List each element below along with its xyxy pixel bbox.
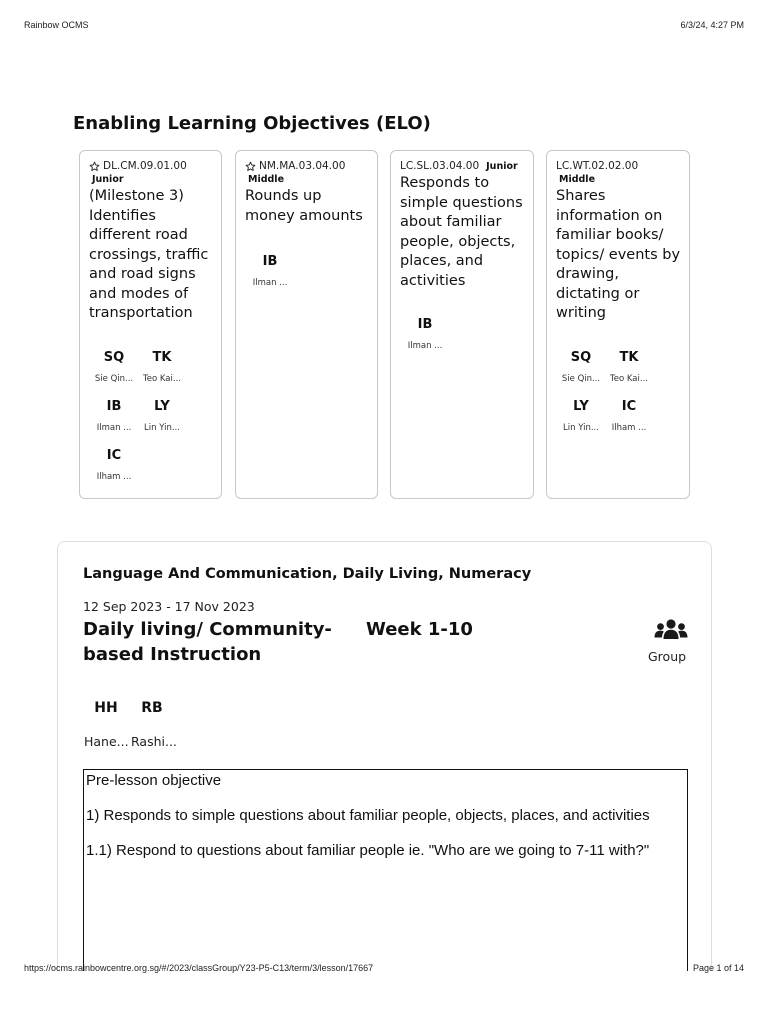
- student-avatar: [137, 350, 187, 384]
- student-initials: SQ: [103, 350, 125, 365]
- lesson-week: Week 1-10: [366, 619, 473, 640]
- star-outline-icon[interactable]: [89, 161, 100, 172]
- student-avatar: [137, 399, 187, 433]
- student-avatar: [400, 317, 450, 351]
- student-initials: IB: [262, 254, 278, 269]
- staff-initials: RB: [141, 700, 163, 716]
- elo-description: Shares information on familiar books/ topics/ events by drawing, dictating or writing: [556, 188, 681, 321]
- elo-card[interactable]: [235, 150, 378, 499]
- lesson-date-range: 12 Sep 2023 - 17 Nov 2023: [83, 599, 255, 614]
- pre-lesson-objective-box: [83, 769, 688, 971]
- student-name: Ilham ...: [96, 472, 132, 482]
- student-initials: IB: [417, 317, 433, 332]
- lesson-card[interactable]: [57, 541, 712, 971]
- elo-code: LC.WT.02.02.00: [556, 160, 639, 172]
- users-group-icon: [654, 618, 688, 642]
- elo-code: DL.CM.09.01.00: [103, 160, 187, 172]
- student-avatar: [556, 399, 606, 433]
- group-label: Group: [648, 649, 687, 664]
- elo-description: Rounds up money amounts: [245, 188, 363, 224]
- elo-card[interactable]: [79, 150, 222, 499]
- elo-level: Junior: [486, 160, 518, 172]
- student-initials: LY: [573, 399, 589, 414]
- student-avatar: [89, 350, 139, 384]
- student-name: Ilman ...: [96, 423, 132, 433]
- student-initials: TK: [619, 350, 639, 365]
- page-number: Page 1 of 14: [692, 963, 744, 973]
- student-name: Sie Qin...: [561, 374, 601, 384]
- student-name: Ilman ...: [407, 341, 443, 351]
- print-header: [24, 20, 744, 30]
- student-avatar: [556, 350, 606, 384]
- elo-section-title: Enabling Learning Objectives (ELO): [73, 113, 431, 134]
- elo-description: Responds to simple questions about familiar people, objects, places, and activities: [400, 175, 523, 289]
- staff-avatar: [81, 700, 131, 749]
- elo-level: Junior: [92, 174, 124, 185]
- student-name: Ilman ...: [252, 278, 288, 288]
- student-avatar: [604, 350, 654, 384]
- student-name: Teo Kai...: [143, 374, 181, 384]
- staff-name: Hane...: [84, 734, 129, 749]
- lesson-title: Daily living/ Community-based Instruction: [83, 619, 332, 665]
- student-name: Teo Kai...: [610, 374, 648, 384]
- student-initials: LY: [154, 399, 170, 414]
- student-name: Lin Yin...: [144, 423, 180, 433]
- student-initials: SQ: [570, 350, 592, 365]
- objective-heading: Pre-lesson objective: [86, 772, 222, 789]
- staff-initials: HH: [94, 700, 118, 716]
- objective-line: 1) Responds to simple questions about familiar people, objects, places, and activities: [86, 807, 650, 824]
- elo-card[interactable]: [546, 150, 690, 499]
- student-name: Sie Qin...: [94, 374, 134, 384]
- app-title: Rainbow OCMS: [24, 20, 89, 30]
- student-avatar: [245, 254, 295, 288]
- elo-level: Middle: [559, 174, 596, 185]
- objective-line: 1.1) Respond to questions about familiar people ie. "Who are we going to 7-11 with?": [86, 842, 650, 859]
- student-initials: IC: [621, 399, 637, 414]
- student-avatar: [604, 399, 654, 433]
- staff-name: Rashi...: [131, 734, 177, 749]
- student-initials: IC: [106, 448, 122, 463]
- student-initials: IB: [106, 399, 122, 414]
- elo-code: NM.MA.03.04.00: [259, 160, 346, 172]
- print-timestamp: 6/3/24, 4:27 PM: [680, 20, 744, 30]
- student-avatar: [89, 448, 139, 482]
- staff-avatar: [127, 700, 177, 749]
- elo-card[interactable]: [390, 150, 534, 499]
- student-initials: TK: [152, 350, 172, 365]
- page-url: https://ocms.rainbowcentre.org.sg/#/2023/classGroup/Y23-P5-C13/term/3/lesson/17667: [24, 963, 374, 973]
- lesson-subjects: Language And Communication, Daily Living, Numeracy: [83, 566, 532, 582]
- elo-level: Middle: [248, 174, 285, 185]
- elo-description: (Milestone 3) Identifies different road crossings, traffic and road signs and modes of transportation: [89, 188, 209, 321]
- student-name: Lin Yin...: [563, 423, 599, 433]
- student-name: Ilham ...: [611, 423, 647, 433]
- elo-code: LC.SL.03.04.00: [400, 160, 480, 172]
- star-outline-icon[interactable]: [245, 161, 256, 172]
- print-footer: [24, 963, 744, 973]
- student-avatar: [89, 399, 139, 433]
